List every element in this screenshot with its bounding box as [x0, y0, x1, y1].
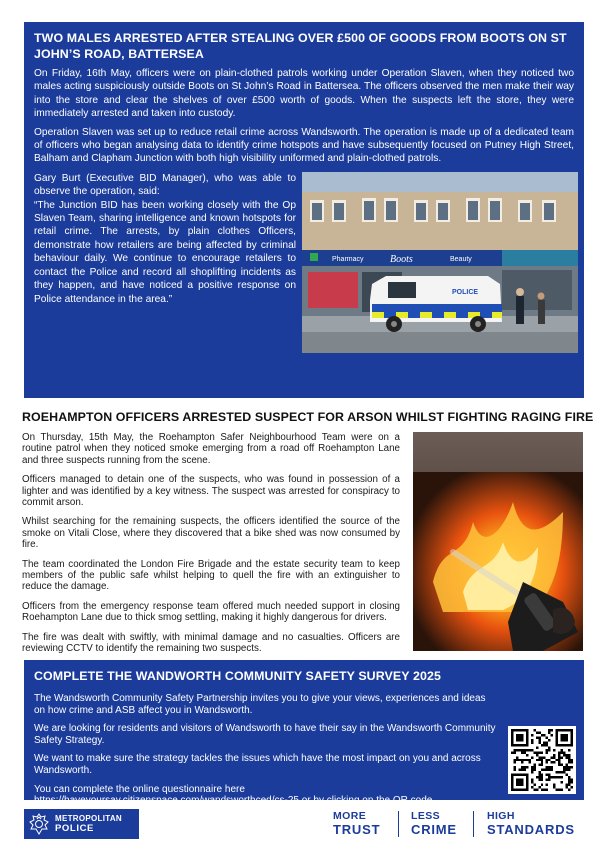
footer [0, 805, 600, 849]
quote-section [34, 172, 574, 352]
article-title: ROEHAMPTON OFFICERS ARRESTED SUSPECT FOR ARSON WHILST FIGHTING RAGING FIRE [22, 410, 594, 424]
article-arson-body [22, 432, 400, 663]
slogan-top: HIGH [487, 810, 515, 822]
article-paragraph: The team coordinated the London Fire Brigade and the estate security team to keep members of the public safe whilst helping to quell the fire with an extinguisher to reduce the damage. [22, 558, 400, 593]
boots-store-photo [302, 172, 578, 353]
survey-paragraph: We want to make sure the strategy tackles the issues which have the most impact on you and across Wandsworth. [34, 753, 481, 776]
article-paragraph: Officers managed to detain one of the suspects, who was found in possession of a lighter and was identified by a key witness. The suspect was arrested for conspiracy to commit arson. [22, 474, 400, 509]
slogan-more-trust [333, 809, 380, 837]
slogan-bottom: STANDARDS [487, 822, 575, 837]
survey-link[interactable]: https://haveyoursay.citizenspace.com/wandsworthced/cs-25 [34, 795, 299, 807]
slogan-bottom: CRIME [411, 822, 457, 837]
survey-title: COMPLETE THE WANDWORTH COMMUNITY SAFETY SURVEY 2025 [34, 669, 441, 683]
article-paragraph: The fire was dealt with swiftly, with minimal damage and no casualties. Officers are reviewing CCTV to identify the remaining two suspects. [22, 631, 400, 655]
survey-link-outro: or by clicking on the QR code. [298, 795, 436, 807]
metropolitan-police-logo [24, 809, 139, 839]
slogan-divider [398, 811, 399, 837]
logo-line-1: METROPOLITAN [55, 814, 123, 823]
logo-line-2: POLICE [55, 823, 94, 834]
qr-code-graphic [511, 729, 573, 791]
survey-paragraph: The Wandsworth Community Safety Partnership invites you to give your views, experiences and ideas on how crime and ASB affect you in Wandsworth. [34, 693, 486, 716]
article-paragraph: Whilst searching for the remaining suspects, the officers identified the source of the smoke on Vitali Close, where they discovered that a bike shed was now consumed by fire. [22, 516, 400, 551]
logo-text [55, 814, 122, 834]
article-boots-arrest [24, 22, 584, 398]
police-van-label: POLICE [452, 288, 479, 296]
survey-section [24, 660, 584, 807]
quote: “The Junction BID has been working closely with the Op Slaven Team, sharing intelligence and known hotspots for retail crime. The arrests, by plain clothes Officers, demonstrate how retailers are being affected by criminal behaviour daily. We continue to encourage retailers to contact the Police and record all shoplifting incidents as they happen, and have noticed a positive response on Police attendance in the area.” [34, 199, 296, 305]
shop-sign-boots: Boots [390, 253, 413, 265]
slogan-top: MORE [333, 810, 367, 822]
slogan-high-standards [487, 809, 575, 837]
article-paragraph: On Friday, 16th May, officers were on plain-clothed patrols working under Operation Slaven, when they noticed two males acting suspiciously outside Boots on St John’s Road in Battersea. The officers observed the men make their way into the store and clear the shelves of over £500 worth of goods. When the suspects left the store, they were immediately arrested and taken into custody. [34, 68, 574, 120]
quote-block [34, 172, 296, 306]
police-crest-icon [28, 813, 50, 835]
survey-link-intro: You can complete the online questionnaire here [34, 783, 245, 795]
street-scene-illustration [302, 172, 578, 353]
slogan-divider [473, 811, 474, 837]
shop-sign-beauty: Beauty [450, 255, 472, 263]
slogan-bottom: TRUST [333, 822, 381, 837]
shop-sign-pharmacy: Pharmacy [332, 255, 364, 263]
survey-link-paragraph [34, 784, 496, 807]
fire-photo [413, 432, 583, 651]
fire-illustration [413, 432, 583, 651]
article-paragraph: Officers from the emergency response team offered much needed support in closing Roehampton Lane due to thick smog settling, making it highly dangerous for drivers. [22, 600, 400, 624]
article-paragraph: Operation Slaven was set up to reduce retail crime across Wandsworth. The operation is made up of a dedicated team of officers who began analysing data to identify crime hotspots and have subsequently focused on Putney High Street, Balham and Clapham Junction with both high visibility uniformed and plain-clothed patrols. [34, 126, 574, 165]
quote-intro: Gary Burt (Executive BID Manager), who was able to observe the operation, said: [34, 172, 296, 198]
survey-paragraph: We are looking for residents and visitors of Wandsworth to have their say in the Wandsworth Community Safety Strategy. [34, 723, 496, 746]
article-paragraph: On Thursday, 15th May, the Roehampton Safer Neighbourhood Team were on a routine patrol when they noticed smoke emerging from a road off Roehampton Lane and three suspects running from the scene. [22, 432, 400, 466]
article-title: TWO MALES ARRESTED AFTER STEALING OVER £500 OF GOODS FROM BOOTS ON ST JOHN’S ROAD, BATTERSEA [34, 31, 567, 61]
slogan-top: LESS [411, 810, 441, 822]
qr-code-icon[interactable] [508, 726, 576, 794]
slogan-less-crime [411, 809, 457, 837]
